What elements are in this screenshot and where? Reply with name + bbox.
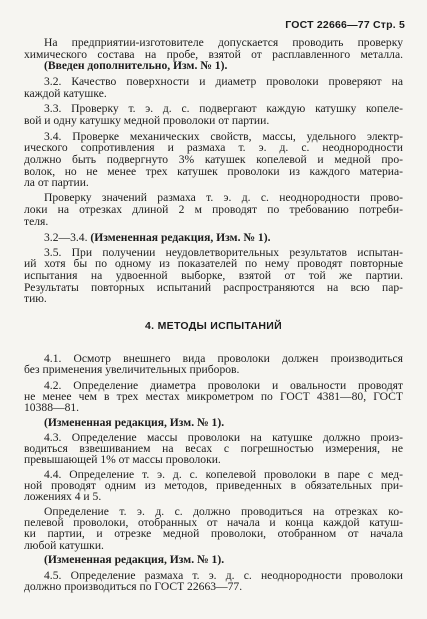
text-line: должно быть подвергнуто 3% катушек копелевой и медной про- xyxy=(24,153,403,166)
text-line: 10388—81. xyxy=(24,401,80,414)
text-line: Результаты повторных испытаний распространяются на всю пар- xyxy=(24,281,403,294)
text-line: (Измененная редакция, Изм. № 1). xyxy=(44,553,225,566)
text-line: теля. xyxy=(24,215,49,228)
text-line: (Измененная редакция, Изм. № 1). xyxy=(44,416,225,429)
text-line: пелевой проволоки, отобранных от начала и конца каждой катуш- xyxy=(24,516,403,529)
text-line: без применения увеличительных приборов. xyxy=(24,363,240,376)
text-line: Определение т. э. д. с. должно проводиться на отрезках ко- xyxy=(44,505,403,518)
text-span: 3.2—3.4. xyxy=(44,231,91,244)
text-line: 3.2. Качество поверхности и диаметр проволоки проверяют на xyxy=(44,75,403,88)
text-line: любой катушки. xyxy=(24,539,104,552)
text-line: 3.5. При получении неудовлетворительных результатов испытан- xyxy=(44,246,403,259)
text-line: волок, но не менее трех катушек проволоки из каждого материа- xyxy=(24,165,403,178)
text-line: каждой катушке. xyxy=(24,87,107,100)
section-title: 4. МЕТОДЫ ИСПЫТАНИЙ xyxy=(145,320,282,332)
text-line: Проверку значений размаха т. э. д. с. неоднородности прово- xyxy=(44,191,403,204)
text-line: ной проводят одним из методов, приведенных в обязательных при- xyxy=(24,479,403,492)
text-line: ического сопротивления и размаха т. э. д. с. неоднородности xyxy=(24,141,403,154)
text-line: 4.1. Осмотр внешнего вида проволоки должен производиться xyxy=(44,352,403,365)
text-line: водиться взвешиванием на весах с погрешностью измерения, не xyxy=(24,442,403,455)
text-line: химического состава на пробе, взятой от расплавленного металла. xyxy=(24,48,403,61)
text-line: превышающей 1% от массы проволоки. xyxy=(24,453,221,466)
text-line: испытания на удвоенной выборке, взятой от той же партии. xyxy=(24,269,403,282)
text-line: 4.5. Определение размаха т. э. д. с. неоднородности проволоки xyxy=(44,569,403,582)
text-line: 4.3. Определение массы проволоки на катушке должно произ- xyxy=(44,431,403,444)
bold-text-span: (Измененная редакция, Изм. № 1). xyxy=(90,231,271,244)
text-line: вой и одну катушку медной проволоки от партии. xyxy=(24,114,270,127)
text-line: тию. xyxy=(24,292,47,305)
text-line: локи на отрезках длиной 2 м проводят по требованию потреби- xyxy=(24,203,403,216)
text-line: 3.3. Проверку т. э. д. с. подвергают каждую катушку копеле- xyxy=(44,102,403,115)
text-line: ки партии, и отрезке медной проволоки, отобранном от начала xyxy=(24,527,403,540)
text-line: (Введен дополнительно, Изм. № 1). xyxy=(44,59,228,72)
text-line: ий хотя бы по одному из показателей по нему проводят повторные xyxy=(24,257,403,270)
page-header: ГОСТ 22666—77 Стр. 5 xyxy=(285,19,405,31)
text-line: ла от партии. xyxy=(24,176,89,189)
text-line: 3.4. Проверке механических свойств, массы, удельного электр- xyxy=(44,130,403,143)
text-line xyxy=(44,231,403,245)
text-line: 4.4. Определение т. э. д. с. копелевой проволоки в паре с мед- xyxy=(44,468,403,481)
text-line: должно производиться по ГОСТ 22663—77. xyxy=(24,580,243,593)
text-line: не менее чем в трех местах микрометром по ГОСТ 4381—80, ГОСТ xyxy=(24,390,403,403)
text-line: На предприятии-изготовителе допускается проводить проверку xyxy=(44,36,403,49)
text-line: 4.2. Определение диаметра проволоки и овальности проводят xyxy=(44,379,403,392)
text-line: ложениях 4 и 5. xyxy=(24,490,102,503)
